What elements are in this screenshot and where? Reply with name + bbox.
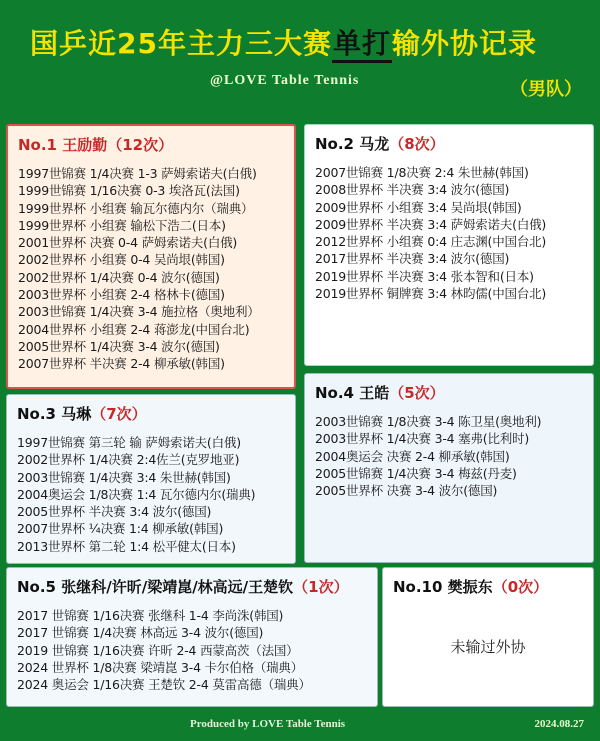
record-row: 1999世界杯 小组赛 输瓦尔德内尔（瑞典） xyxy=(18,200,254,216)
record-row: 2017 世锦赛 1/4决赛 林高远 3-4 波尔(德国) xyxy=(17,625,264,641)
card-count: （7次） xyxy=(91,405,147,423)
card-count: （0次） xyxy=(492,578,549,596)
card-count: （8次） xyxy=(389,135,445,153)
record-row: 2007世锦赛 1/8决赛 2:4 朱世赫(韩国) xyxy=(315,165,529,180)
card-player-name: 马龙 xyxy=(359,135,390,153)
card-player-name: 王励勤 xyxy=(62,136,108,154)
player-card-1 xyxy=(6,124,296,389)
card-rank: No.4 xyxy=(315,384,354,402)
card-rank: No.3 xyxy=(17,405,56,423)
record-row: 2009世界杯 小组赛 3:4 吴尚垠(韩国) xyxy=(315,199,522,215)
record-row: 2008世界杯 半决赛 3:4 波尔(德国) xyxy=(315,182,510,198)
card-heading xyxy=(315,382,583,403)
player-card-10 xyxy=(382,567,594,707)
record-row: 1999世锦赛 1/16决赛 0-3 埃洛瓦(法国) xyxy=(18,183,240,199)
record-row: 1997世锦赛 第三轮 输 萨姆索诺夫(白俄) xyxy=(17,435,241,450)
card-count: （12次） xyxy=(107,136,174,154)
player-card-5 xyxy=(6,567,378,707)
team-label: （男队） xyxy=(510,79,582,100)
record-row: 2019世界杯 铜牌赛 3:4 林昀儒(中国台北) xyxy=(315,286,547,302)
card-player-name: 马琳 xyxy=(61,405,92,423)
title-pre: 国乒近25年主力三大赛 xyxy=(30,27,332,60)
record-row: 2019 世锦赛 1/16决赛 许昕 2-4 西蒙高茨（法国） xyxy=(17,642,299,658)
card-heading xyxy=(393,576,583,597)
record-row: 2002世界杯 1/4决赛 2:4佐兰(克罗地亚) xyxy=(17,452,240,468)
card-heading xyxy=(17,576,367,597)
player-card-4 xyxy=(304,373,594,563)
card-heading xyxy=(315,133,583,154)
record-row: 2024 奥运会 1/16决赛 王楚钦 2-4 莫雷高德（瑞典） xyxy=(17,677,311,693)
card-rank: No.10 xyxy=(393,578,443,596)
no-loss-note: 未输过外协 xyxy=(450,638,526,656)
record-row: 2003世锦赛 1/4决赛 3:4 朱世赫(韩国) xyxy=(17,469,231,485)
page-title xyxy=(30,22,590,62)
record-row: 2005世界杯 决赛 3-4 波尔(德国) xyxy=(315,483,498,499)
record-row: 2017 世锦赛 1/16决赛 张继科 1-4 李尚洙(韩国) xyxy=(17,608,284,623)
card-rank: No.5 xyxy=(17,578,56,596)
record-row: 2009世界杯 半决赛 3:4 萨姆索诺夫(白俄) xyxy=(315,216,547,232)
title-post: 输外协记录 xyxy=(391,27,537,60)
record-row: 2019世界杯 半决赛 3:4 张本智和(日本) xyxy=(315,268,534,284)
record-row: 1997世锦赛 1/4决赛 1-3 萨姆索诺夫(白俄) xyxy=(18,166,257,181)
record-row: 2004奥运会 1/8决赛 1:4 瓦尔德内尔(瑞典) xyxy=(17,486,256,502)
producer-credit: Produced by LOVE Table Tennis xyxy=(190,718,346,730)
record-row: 2012世界杯 小组赛 0:4 庄志渊(中国台北) xyxy=(315,234,547,250)
record-row: 2003世界杯 1/4决赛 3-4 塞弗(比利时) xyxy=(315,431,530,447)
card-rank: No.1 xyxy=(18,136,57,154)
record-row: 2024 世界杯 1/8决赛 梁靖崑 3-4 卡尔伯格（瑞典） xyxy=(17,659,304,675)
record-row: 2005世界杯 1/4决赛 3-4 波尔(德国) xyxy=(18,338,220,354)
card-heading xyxy=(17,403,285,424)
record-row: 1999世界杯 小组赛 输松下浩二(日本) xyxy=(18,217,226,233)
record-row: 2005世界杯 半决赛 3:4 波尔(德国) xyxy=(17,504,212,520)
record-row: 2004奥运会 决赛 2-4 柳承敏(韩国) xyxy=(315,448,510,464)
record-row: 2017世界杯 半决赛 3:4 波尔(德国) xyxy=(315,251,510,267)
record-row: 2004世界杯 小组赛 2-4 蒋澎龙(中国台北) xyxy=(18,321,250,337)
footer xyxy=(0,718,600,738)
card-player-name: 张继科/许昕/梁靖崑/林高远/王楚钦 xyxy=(61,578,294,596)
record-row: 2003世锦赛 1/8决赛 3-4 陈卫星(奥地利) xyxy=(315,414,542,429)
player-card-2 xyxy=(304,124,594,366)
record-row: 2007世界杯 半决赛 2-4 柳承敏(韩国) xyxy=(18,356,225,372)
record-row: 2007世界杯 ¼决赛 1:4 柳承敏(韩国) xyxy=(17,521,224,537)
card-count: （1次） xyxy=(293,578,349,596)
card-player-name: 王皓 xyxy=(359,384,390,402)
publish-date: 2024.08.27 xyxy=(534,718,584,730)
record-row: 2005世锦赛 1/4决赛 3-4 梅兹(丹麦) xyxy=(315,465,517,481)
title-highlight: 单打 xyxy=(332,27,392,63)
card-heading xyxy=(18,134,284,155)
record-row: 2002世界杯 1/4决赛 0-4 波尔(德国) xyxy=(18,269,220,285)
record-row: 2003世界杯 小组赛 2-4 格林卡(德国) xyxy=(18,287,225,303)
card-count: （5次） xyxy=(389,384,445,402)
record-row: 2013世界杯 第二轮 1:4 松平健太(日本) xyxy=(17,538,236,554)
card-rank: No.2 xyxy=(315,135,354,153)
record-row: 2002世界杯 小组赛 0-4 吴尚垠(韩国) xyxy=(18,252,225,268)
brand-watermark: @LOVE Table Tennis xyxy=(210,73,360,88)
card-player-name: 樊振东 xyxy=(447,578,493,596)
record-row: 2001世界杯 决赛 0-4 萨姆索诺夫(白俄) xyxy=(18,235,238,251)
record-row: 2003世锦赛 1/4决赛 3-4 施拉格（奥地利） xyxy=(18,304,260,320)
player-card-3 xyxy=(6,394,296,564)
